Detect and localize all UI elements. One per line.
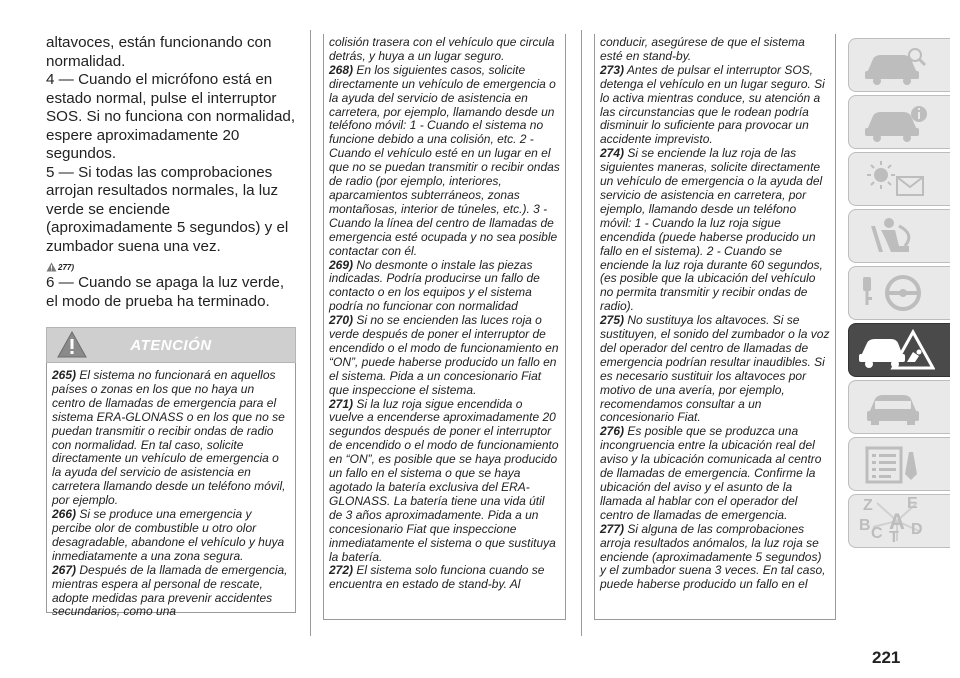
- chapter-tab-warning-lights[interactable]: [848, 152, 950, 206]
- column-2: [323, 34, 566, 620]
- note-text: Si alguna de las comprobaciones arroja resultados anómalos, la luz roja se enciende (aproximadamente 5 segundos) y el zumbador suena 3 veces. En tal caso, puede haberse producido un fallo en el: [600, 521, 826, 592]
- index-letter: E: [907, 495, 918, 512]
- body-paragraph: 4 — Cuando el micrófono está en estado normal, pulse el interruptor SOS. Si no funciona con normalidad, espere aproximadamente 20 segundos.: [46, 71, 296, 162]
- note-text: Después de la llamada de emergencia, mientras espera al personal de rescate, adopte medidas para prevenir accidentes secundarios, como una: [52, 562, 288, 619]
- index-letter: D: [911, 521, 923, 538]
- seat-safety-icon: [859, 216, 929, 256]
- warning-lights-icon: [859, 159, 929, 199]
- note-text: No sustituya los altavoces. Si se sustituyen, el sonido del zumbador o la voz del operador del centro de llamadas de emergencia podrían resultar inaudibles. Si es necesario sustituir los altavoces por motivo de una avería, por ejemplo, recomendamos consultar a un concesionario Fiat.: [600, 313, 830, 425]
- note-text: Si la luz roja sigue encendida o vuelve a encenderse aproximadamente 20 segundos después de poner el interruptor de encendido o el modo de funcionamiento en “ON”, es posible que se haya producido un fallo en el sistema o que se haya agotado la batería exclusiva del ERA-GLONASS. La batería tiene una vida útil de 3 años aproximadamente. Pida a un concesionario Fiat que inspeccione inmediatamente el sistema o que sustituya la batería.: [329, 396, 559, 564]
- note-text: Antes de pulsar el interruptor SOS, detenga el vehículo en un lugar seguro. Si lo activa mientras conduce, su atención a las circunstancias que le rodean podría disminuir lo suficiente para provocar un accidente imprevisto.: [600, 62, 825, 147]
- chapter-tab-starting-driving[interactable]: [848, 266, 950, 320]
- index-letter: C: [871, 525, 883, 542]
- technical-data-icon: [859, 444, 929, 484]
- chapter-tab-safety[interactable]: [848, 209, 950, 263]
- warning-note: [329, 314, 560, 397]
- note-text: El sistema solo funciona cuando se encuentra en estado de stand-by. Al: [329, 563, 545, 592]
- warning-header: [46, 327, 296, 363]
- note-number: 277): [600, 521, 625, 536]
- warning-box-continued: [594, 34, 836, 620]
- note-number: 266): [52, 507, 77, 522]
- note-number: 270): [329, 313, 354, 328]
- warning-box: [46, 363, 296, 619]
- warning-note: [52, 564, 290, 620]
- column-divider: [310, 30, 311, 636]
- note-text: En los siguientes casos, solicite directamente un vehículo de emergencia o la ayuda del servicio de asistencia en carretera, por ejemplo, llamando desde un teléfono móvil: 1 - Cuando el sistema no funcione debido a una colisión, etc. 2 - Cuando el vehículo esté en un lugar en el que no se puedan transmitir o recibir ondas de radio (por ejemplo, interiores, aparcamientos subterráneos, zonas montañosas, interior de túneles, etc.). 3 - Cuando la línea del centro de llamadas de emergencia esté ocupada y no sea posible contactar con él.: [329, 62, 560, 258]
- note-number: 275): [600, 313, 625, 328]
- chapter-tab-technical-data[interactable]: [848, 437, 950, 491]
- warning-note: [600, 64, 830, 147]
- note-number: 271): [329, 396, 354, 411]
- note-number: 276): [600, 424, 625, 439]
- column-1: [46, 34, 296, 619]
- car-info-icon: [859, 102, 929, 142]
- warning-note: [329, 259, 560, 315]
- chapter-sidebar: [848, 38, 960, 551]
- note-text: Si se produce una emergencia y percibe olor de combustible u otro olor desagradable, abandone el vehículo y huya inmediatamente a una zona segura.: [52, 507, 285, 563]
- index-letter: Z: [863, 497, 873, 514]
- note-number: 267): [52, 562, 77, 577]
- note-number: 269): [329, 257, 354, 272]
- index-letter: B: [859, 517, 871, 534]
- warning-reference: [46, 258, 296, 272]
- chapter-tab-vehicle-info[interactable]: [848, 95, 950, 149]
- reference-number: 277): [58, 263, 75, 272]
- warning-note: [600, 147, 830, 314]
- key-steering-wheel-icon: [859, 273, 929, 313]
- chapter-tab-emergency[interactable]: [848, 323, 950, 377]
- car-maintenance-icon: [859, 387, 929, 427]
- note-text: Es posible que se produzca una incongruencia entre la ubicación real del aviso y la ubicación comunicada al centro de llamadas de emergencia. Confirme la ubicación del aviso y el asunto de la llamada al hablar con el operador del centro de llamadas de emergencia.: [600, 424, 822, 522]
- note-number: 265): [52, 368, 77, 382]
- note-text: El sistema no funcionará en aquellos países o zonas en los que no haya un centro de llamadas de emergencia para el sistema ERA-GLONASS o en los que no se puedan transmitir o recibir ondas de radio con normalidad. En tal caso, solicite directamente un vehículo de emergencia o la ayuda del servicio de asistencia en carretera llamando desde un teléfono móvil, por ejemplo.: [52, 368, 286, 508]
- warning-triangle-icon: [46, 262, 57, 272]
- warning-title: ATENCIÓN: [130, 337, 212, 354]
- warning-note: [600, 425, 830, 522]
- note-number: 272): [329, 563, 354, 578]
- body-paragraph: altavoces, están funcionando con normalidad.: [46, 34, 272, 70]
- warning-note: [52, 508, 290, 564]
- note-number: 268): [329, 62, 354, 77]
- body-paragraph: 5 — Si todas las comprobaciones arrojan resultados normales, la luz verde se enciende (aproximadamente 5 segundos) y el zumbador suena una vez.: [46, 163, 289, 255]
- chapter-tab-index[interactable]: [848, 494, 950, 548]
- body-paragraph: 6 — Cuando se apaga la luz verde, el modo de prueba ha terminado.: [46, 274, 285, 310]
- chapter-tab-dashboard[interactable]: [848, 38, 950, 92]
- warning-note: conducir, asegúrese de que el sistema esté en stand-by.: [600, 35, 805, 63]
- car-dashboard-icon: [859, 45, 929, 85]
- index-letter: T: [889, 529, 899, 546]
- warning-note: [600, 314, 830, 425]
- note-text: Si se enciende la luz roja de las siguientes maneras, solicite directamente un vehículo de emergencia o la ayuda del servicio de asistencia en carretera, por ejemplo, llamando desde un teléfono móvil: 1 - Cuando la luz roja sigue encendida (puede haberse producido un fallo en el sistema). 2 - Cuando se enciende la luz roja durante 60 segundos, (es posible que la ubicación del vehículo no permita transmitir y recibir ondas de radio).: [600, 146, 823, 314]
- column-divider: [581, 30, 582, 636]
- chapter-tab-maintenance[interactable]: [848, 380, 950, 434]
- warning-note: [329, 398, 560, 565]
- note-text: No desmonte o instale las piezas indicadas. Podría producirse un fallo de contacto o en los equipos y el sistema podría no funcionar con normalidad: [329, 257, 540, 314]
- note-number: 274): [600, 146, 625, 161]
- warning-box-continued: [323, 34, 566, 620]
- warning-note: [329, 64, 560, 259]
- warning-note: [329, 564, 560, 592]
- note-number: 273): [600, 62, 625, 77]
- warning-note: [52, 369, 290, 508]
- page-number: 221: [872, 648, 901, 667]
- car-emergency-icon: [859, 328, 935, 372]
- warning-note: [600, 523, 830, 593]
- index-letter: A: [889, 509, 905, 534]
- column-3: [594, 34, 836, 620]
- warning-note: colisión trasera con el vehículo que circula detrás, y huya a un lugar seguro.: [329, 35, 555, 63]
- note-text: Si no se encienden las luces roja o verde después de poner el interruptor de encendido o el modo de funcionamiento en “ON”, puede haberse producido un fallo en el sistema. Pida a un concesionario Fiat que inspeccione el sistema.: [329, 313, 559, 397]
